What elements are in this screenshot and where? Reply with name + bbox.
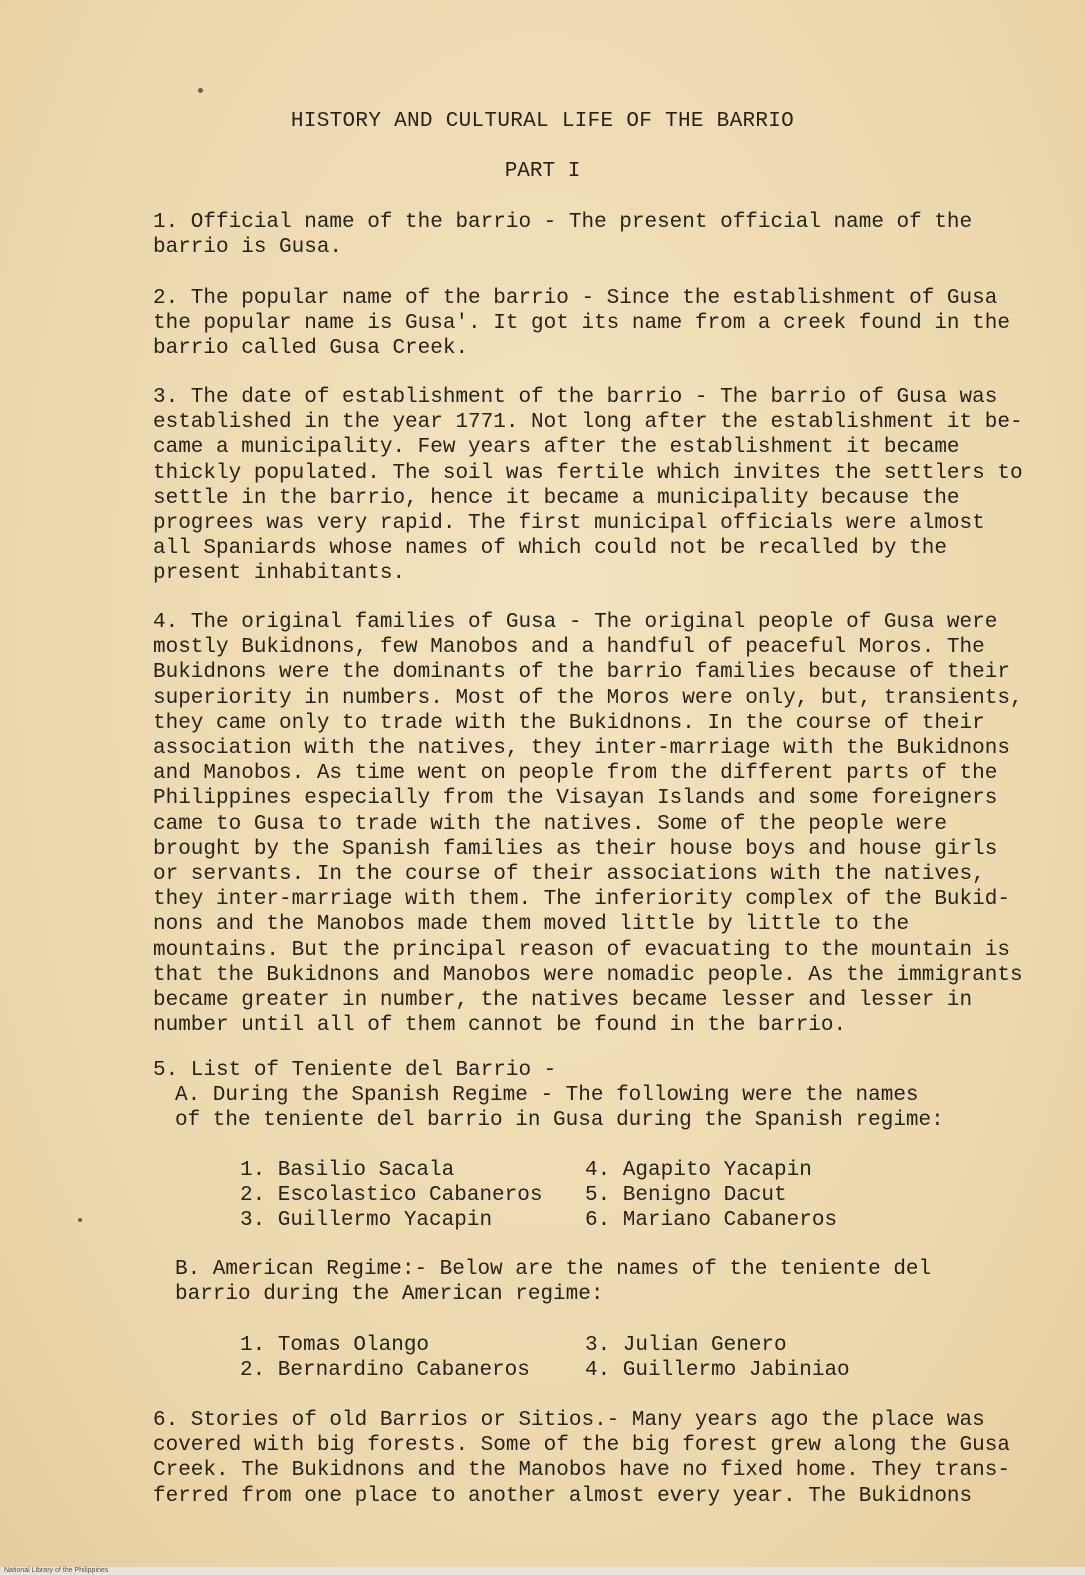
paper-speck bbox=[198, 88, 203, 93]
list-item: 1. Basilio Sacala bbox=[240, 1159, 455, 1182]
section-teniente-list-heading: 5. List of Teniente del Barrio - bbox=[153, 1059, 557, 1082]
spanish-regime-intro: A. During the Spanish Regime - The following were the names of the teniente del barrio in Gusa during the Spanish regime: bbox=[175, 1084, 944, 1133]
section-original-families: 4. The original families of Gusa - The original people of Gusa were mostly Bukidnons, few Manobos and a handful of peaceful Moros. The Bukidnons were the dominants of the barrio families because of their superiority in numbers. Most of the Moros were only, but, transients, they came only to trade with the Bukidnons. In the course of their association with the natives, they inter-marriage with the Bukidnons and Manobos. As time went on people from the different parts of the Philippines especially from the Visayan Islands and some foreigners came to Gusa to trade with the natives. Some of the people were brought by the Spanish families as their house boys and house girls or servants. In the course of their associations with the natives, they inter-marriage with them. The inferiority complex of the Bukid- nons and the Manobos made them moved little by little to the mountains. But the principal reason of evacuating to the mountain is that the Bukidnons and Manobos were nomadic people. As the immigrants became greater in number, the natives became lesser and lesser in number until all of them cannot be found in the barrio. bbox=[153, 611, 1023, 1038]
list-item: 3. Julian Genero bbox=[585, 1334, 787, 1357]
paper-speck bbox=[78, 1218, 82, 1222]
list-item: 2. Escolastico Cabaneros bbox=[240, 1184, 543, 1207]
list-item: 1. Tomas Olango bbox=[240, 1334, 430, 1357]
american-teniente-list-left bbox=[240, 1333, 530, 1383]
american-regime-intro: B. American Regime:- Below are the names of the teniente del barrio during the American regime: bbox=[175, 1258, 932, 1307]
section-popular-name: 2. The popular name of the barrio - Since the establishment of Gusa the popular name is Gusa'. It got its name from a creek found in the barrio called Gusa Creek. bbox=[153, 287, 1010, 361]
list-item: 5. Benigno Dacut bbox=[585, 1184, 787, 1207]
list-item: 2. Bernardino Cabaneros bbox=[240, 1359, 530, 1382]
list-item: 6. Mariano Cabaneros bbox=[585, 1209, 838, 1232]
part-heading: PART I bbox=[504, 160, 581, 183]
list-item: 4. Agapito Yacapin bbox=[585, 1159, 812, 1182]
document-title: HISTORY AND CULTURAL LIFE OF THE BARRIO bbox=[290, 110, 795, 133]
spanish-teniente-list-right bbox=[585, 1158, 837, 1233]
section-official-name: 1. Official name of the barrio - The present official name of the barrio is Gusa. bbox=[153, 211, 973, 260]
section-old-barrios-stories: 6. Stories of old Barrios or Sitios.- Many years ago the place was covered with big forests. Some of the big forest grew along the Gusa Creek. The Bukidnons and the Manobos have no fixed home. They trans- ferred from one place to another almost every year. The Bukidnons bbox=[153, 1409, 1010, 1508]
list-item: 3. Guillermo Yacapin bbox=[240, 1209, 493, 1232]
section-date-established: 3. The date of establishment of the barrio - The barrio of Gusa was established in the year 1771. Not long after the establishment it be- came a municipality. Few years after the establishment it became thickly populated. The soil was fertile which invites the settlers to settle in the barrio, hence it became a municipality because the progrees was very rapid. The first municipal officials were almost all Spaniards whose names of which could not be recalled by the present inhabitants. bbox=[153, 386, 1023, 586]
footer-caption: National Library of the Philippines bbox=[4, 1567, 109, 1574]
list-item: 4. Guillermo Jabiniao bbox=[585, 1359, 850, 1382]
scan-footer-strip bbox=[0, 1567, 1085, 1575]
american-teniente-list-right bbox=[585, 1333, 850, 1383]
spanish-teniente-list-left bbox=[240, 1158, 542, 1233]
